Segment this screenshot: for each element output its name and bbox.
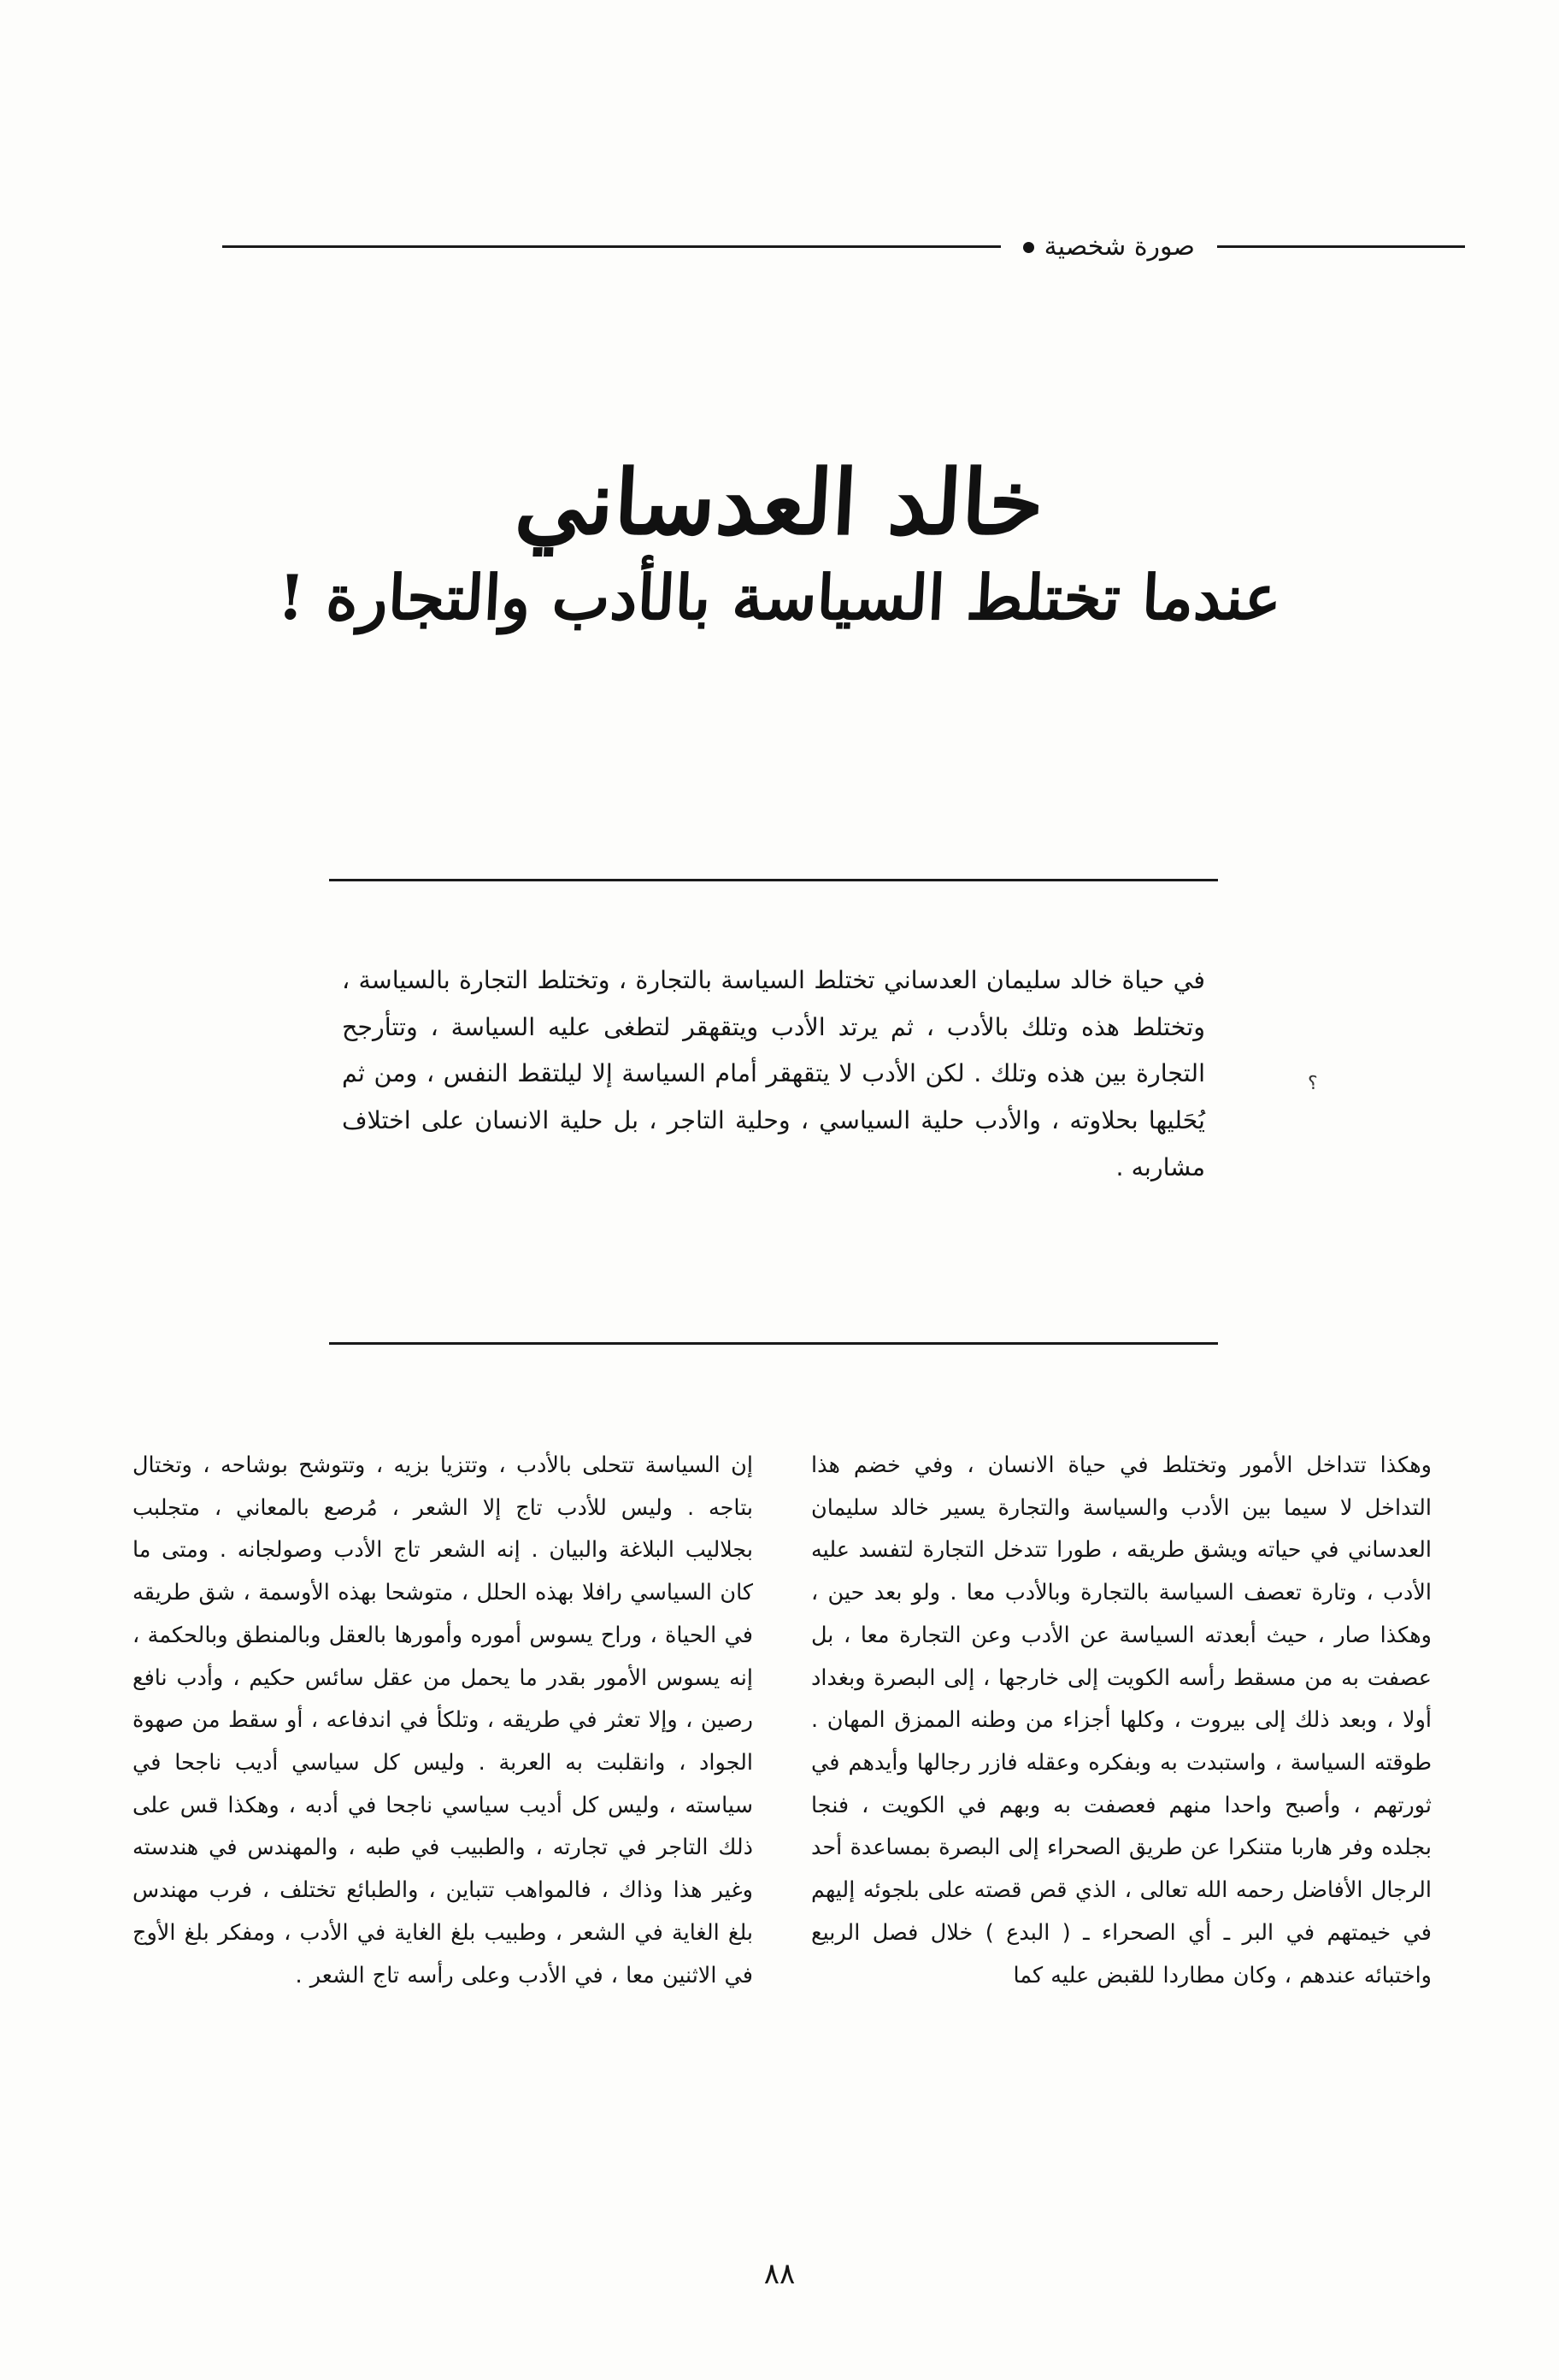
page-number: ٨٨ [763, 2257, 796, 2291]
page-subtitle: عندما تختلط السياسة بالأدب والتجارة ! [275, 561, 1284, 634]
margin-mark: ؟ [1308, 1073, 1318, 1094]
lead-rule-bottom [329, 1342, 1218, 1345]
body-column-right [811, 1445, 1432, 2197]
article-title-block [103, 450, 1456, 635]
body-columns [132, 1445, 1432, 2197]
lead-paragraph [342, 957, 1205, 1192]
body-text-left: إن السياسة تتحلى بالأدب ، وتتزيا بزيه ، وتتوشح بوشاحه ، وتختال بتاجه . وليس للأدب تاج إلا الشعر ، مُرصع بالمعاني ، متجلبب بجلاليب البلاغة والبيان . إنه الشعر تاج الأدب وصولجانه . ومتى ما كان السياسي رافلا بهذه الحلل ، متوشحا بهذه الأوسمة ، شق طريقه في الحياة ، وراح يسوس أموره وأمورها بالعقل وبالمنطق وبالحكمة ، إنه يسوس الأمور بقدر ما يحمل من عقل سائس حكيم ، وأدب نافع رصين ، وإلا تعثر في طريقه ، وتلكأ في اندفاعه ، أو سقط من صهوة الجواد ، وانقلبت به العربة . وليس كل سياسي أديب ناجحا في سياسته ، وليس كل أديب سياسي ناجحا في أدبه ، وهكذا قس على ذلك التاجر في تجارته ، والطبيب في طبه ، والمهندس في هندسته وغير هذا وذاك ، فالمواهب تتباين ، والطبائع تختلف ، فرب مهندس بلغ الغاية في الشعر ، وطبيب بلغ الغاية في الأدب ، ومفكر بلغ الأوج في الاثنين معا ، في الأدب وعلى رأسه تاج الشعر . [132, 1452, 753, 1988]
lead-text: في حياة خالد سليمان العدساني تختلط السياسة بالتجارة ، وتختلط التجارة بالسياسة ، وتختلط هذه وتلك بالأدب ، ثم يرتد الأدب ويتقهقر لتطغى عليه السياسة ، وتتأرجح التجارة بين هذه وتلك . لكن الأدب لا يتقهقر أمام السياسة إلا ليلتقط النفس ، ومن ثم يُحَليها بحلاوته ، والأدب حلية السياسي ، وحلية التاجر ، بل حلية الانسان على اختلاف مشاربه . [342, 966, 1205, 1181]
rubric-rule-right [1217, 245, 1465, 248]
section-rubric [94, 229, 1465, 263]
rubric-label: صورة شخصية [1001, 232, 1217, 262]
body-column-left [132, 1445, 753, 2197]
body-text-right: وهكذا تتداخل الأمور وتختلط في حياة الانسان ، وفي خضم هذا التداخل لا سيما بين الأدب والسياسة والتجارة يسير خالد سليمان العدساني في حياته ويشق طريقه ، طورا تتدخل التجارة لتفسد عليه الأدب ، وتارة تعصف السياسة بالتجارة وبالأدب معا . ولو بعد حين ، وهكذا صار ، حيث أبعدته السياسة عن الأدب وعن التجارة معا ، بل عصفت به من مسقط رأسه الكويت إلى خارجها ، إلى البصرة وبغداد أولا ، وبعد ذلك إلى بيروت ، وكلها أجزاء من وطنه الممزق المهان . طوقته السياسة ، واستبدت به وبفكره وعقله فازر رجالها وأيدهم في ثورتهم ، وأصبح واحدا منهم فعصفت به وبهم في الكويت ، فنجا بجلده وفر هاربا متنكرا عن طريق الصحراء إلى البصرة بمساعدة أحد الرجال الأفاضل رحمه الله تعالى ، الذي قص قصته على بلجوئه إليهم في خيمتهم في البر ـ أي الصحراء ـ ( البدع ) خلال فصل الربيع واختبائه عندهم ، وكان مطاردا للقبض عليه كما [811, 1452, 1432, 1988]
bullet-icon [1023, 242, 1034, 253]
lead-rule-top [329, 879, 1218, 881]
page-title: خالد العدساني [512, 450, 1047, 555]
rubric-rule-left [222, 245, 1001, 248]
